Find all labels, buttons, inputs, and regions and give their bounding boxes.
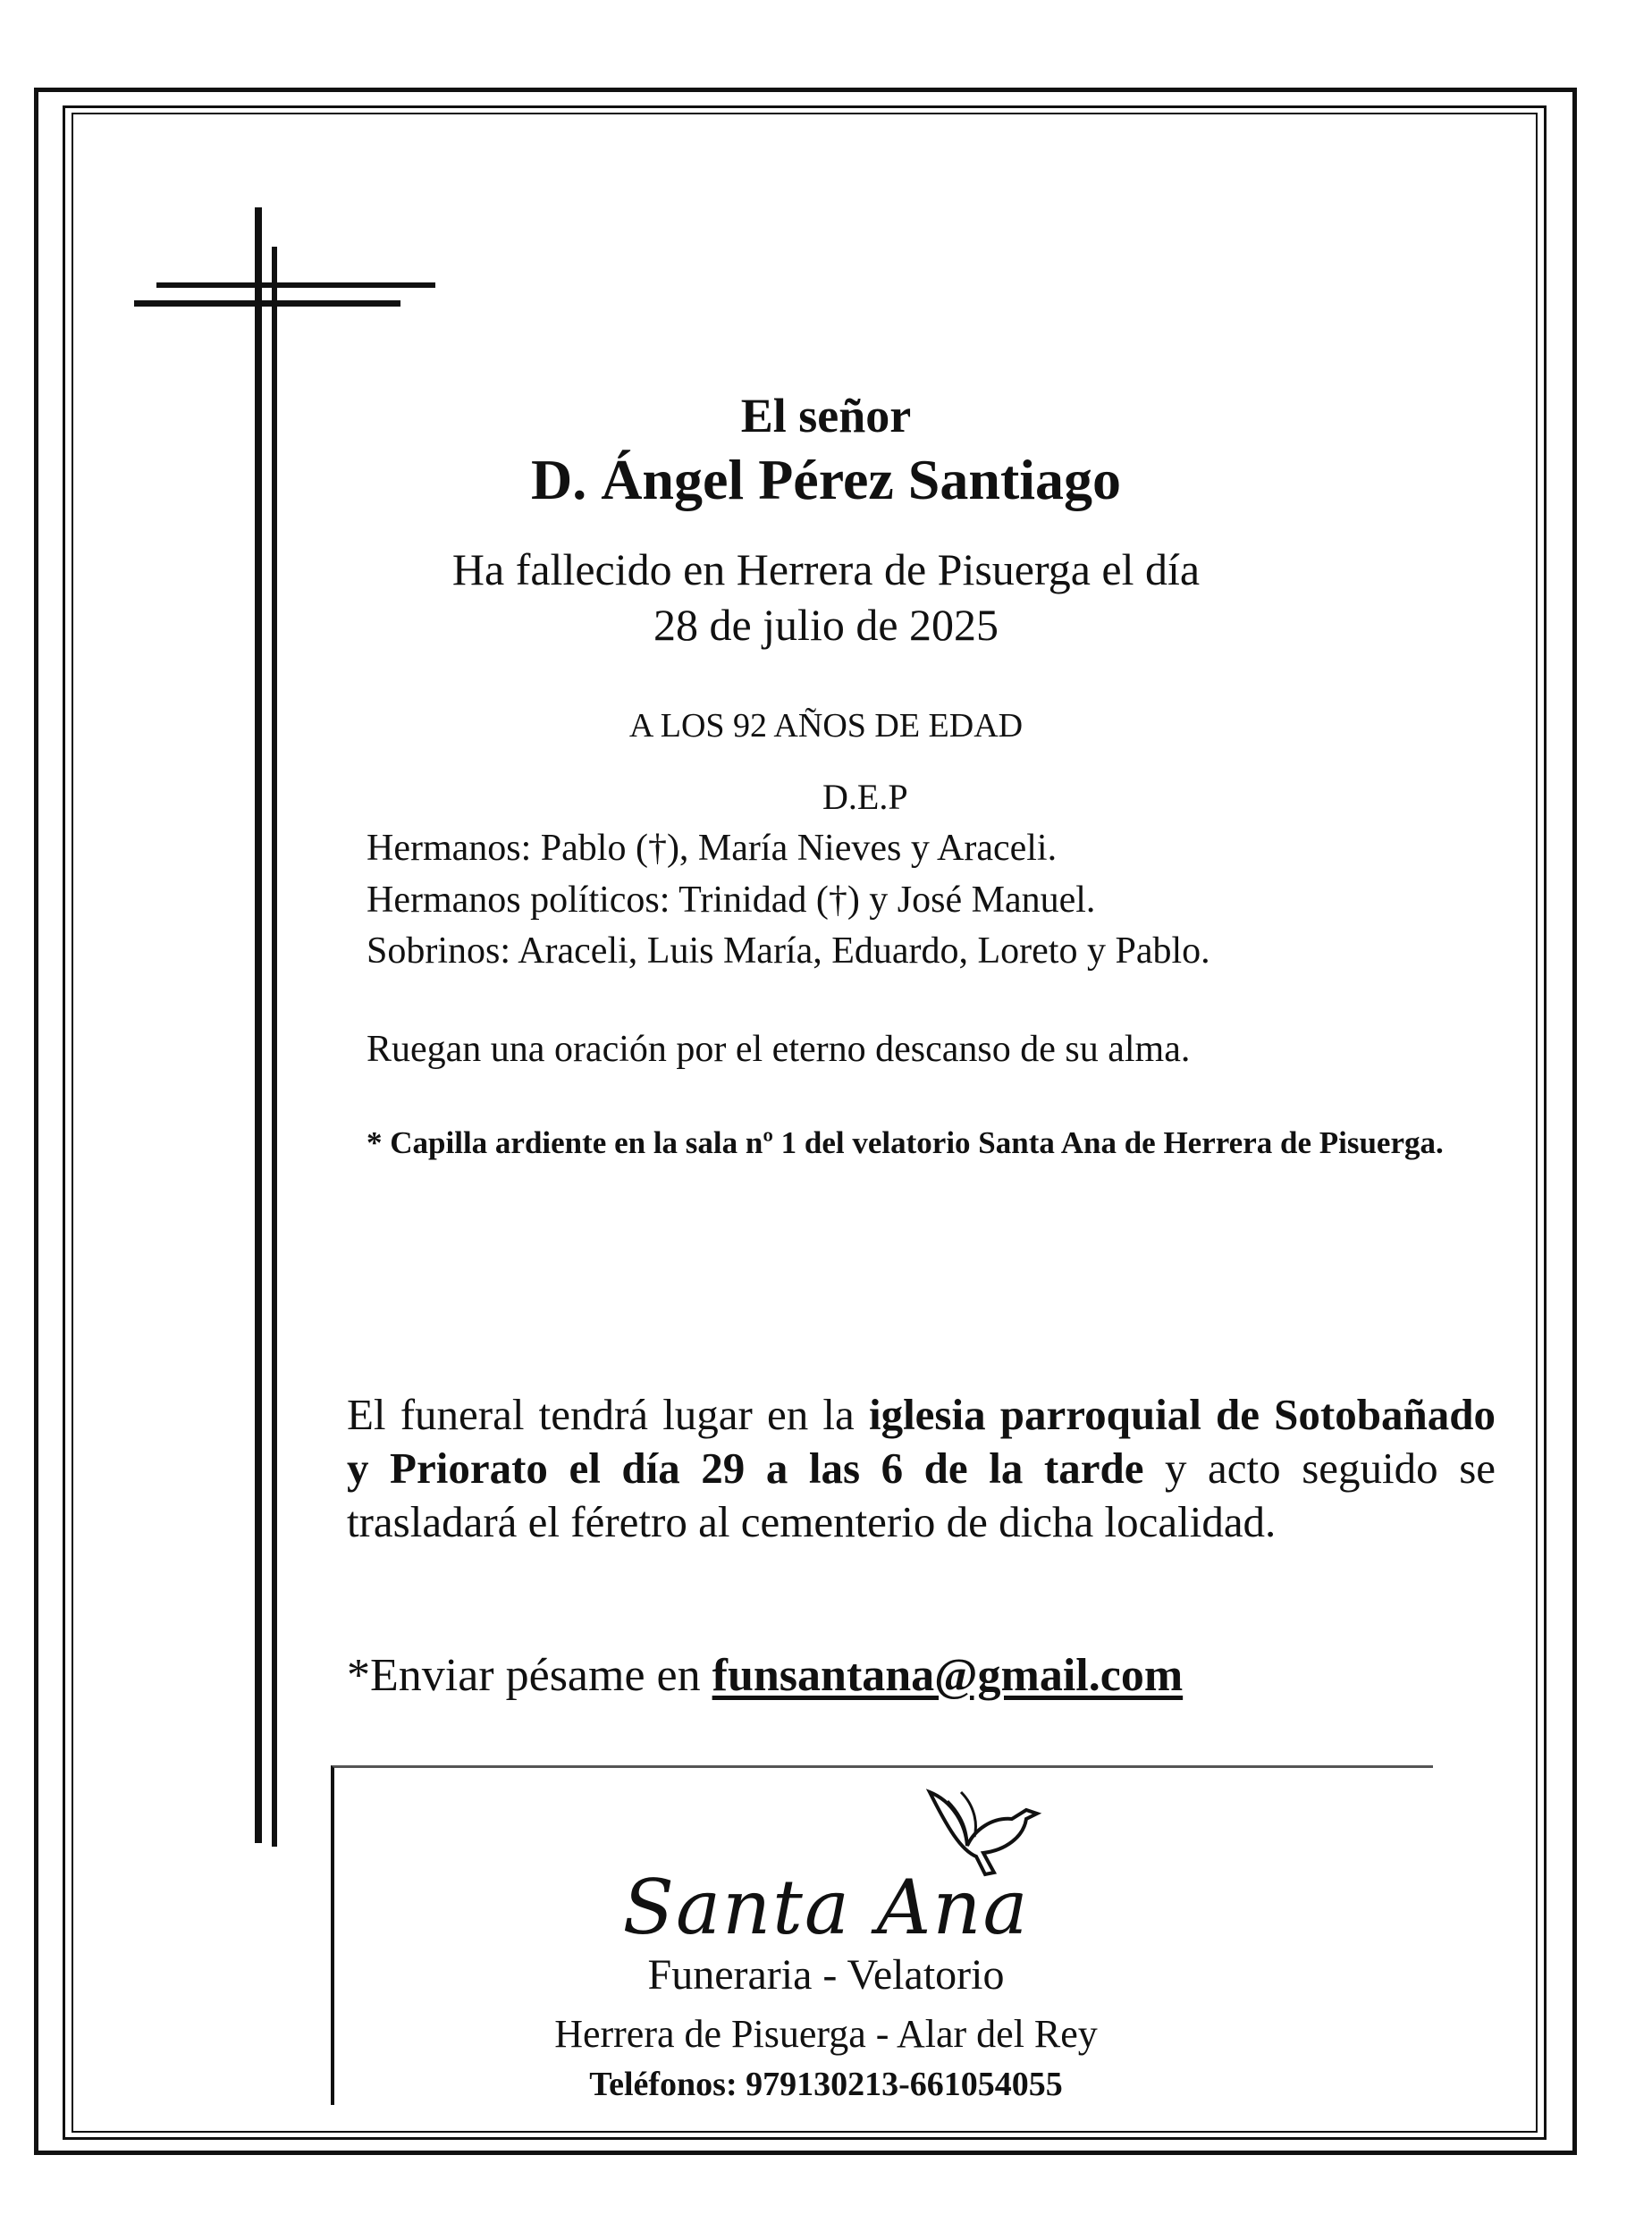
deceased-name: D. Ángel Pérez Santiago <box>530 448 1122 511</box>
prayer-request: Ruegan una oración por el eterno descanso de su alma. <box>367 1029 1191 1070</box>
honorific: El señor <box>740 389 912 442</box>
funeral-place-time: iglesia parroquial de Sotobañado y Priorato el día 29 a las 6 de la tarde <box>347 1390 1496 1493</box>
family-nephews: Sobrinos: Araceli, Luis María, Eduardo, Loreto y Pablo. <box>367 930 1210 972</box>
age: A LOS 92 AÑOS DE EDAD <box>628 707 1024 745</box>
family-in-laws: Hermanos políticos: Trinidad (†) y José Manuel. <box>367 880 1096 921</box>
condolence-email-link[interactable]: funsantana@gmail.com <box>712 1650 1184 1701</box>
funeral-home-subtitle: Funeraria - Velatorio <box>647 1951 1005 1999</box>
death-date: 28 de julio de 2025 <box>653 600 999 650</box>
family-siblings: Hermanos: Pablo (†), María Nieves y Araceli. <box>367 828 1058 869</box>
funeral-home-locations: Herrera de Pisuerga - Alar del Rey <box>554 2012 1098 2056</box>
funeral-home-phones: Teléfonos: 979130213-661054055 <box>589 2066 1063 2103</box>
rip: D.E.P <box>822 777 908 817</box>
funeral-info <box>347 1388 1496 1548</box>
funeral-intro: El funeral tendrá lugar en la <box>347 1390 869 1439</box>
condolence-label: *Enviar pésame en <box>347 1650 712 1701</box>
funeral-home-brand: Santa Ana <box>622 1864 1030 1951</box>
death-place: Ha fallecido en Herrera de Pisuerga el día <box>451 544 1201 594</box>
condolence-line <box>347 1649 1183 1702</box>
funeral-rest: y acto seguido se trasladará el féretro al cementerio de dicha localidad. <box>347 1443 1496 1546</box>
chapel-info: * Capilla ardiente en la sala nº 1 del velatorio Santa Ana de Herrera de Pisuerga. <box>367 1125 1444 1160</box>
